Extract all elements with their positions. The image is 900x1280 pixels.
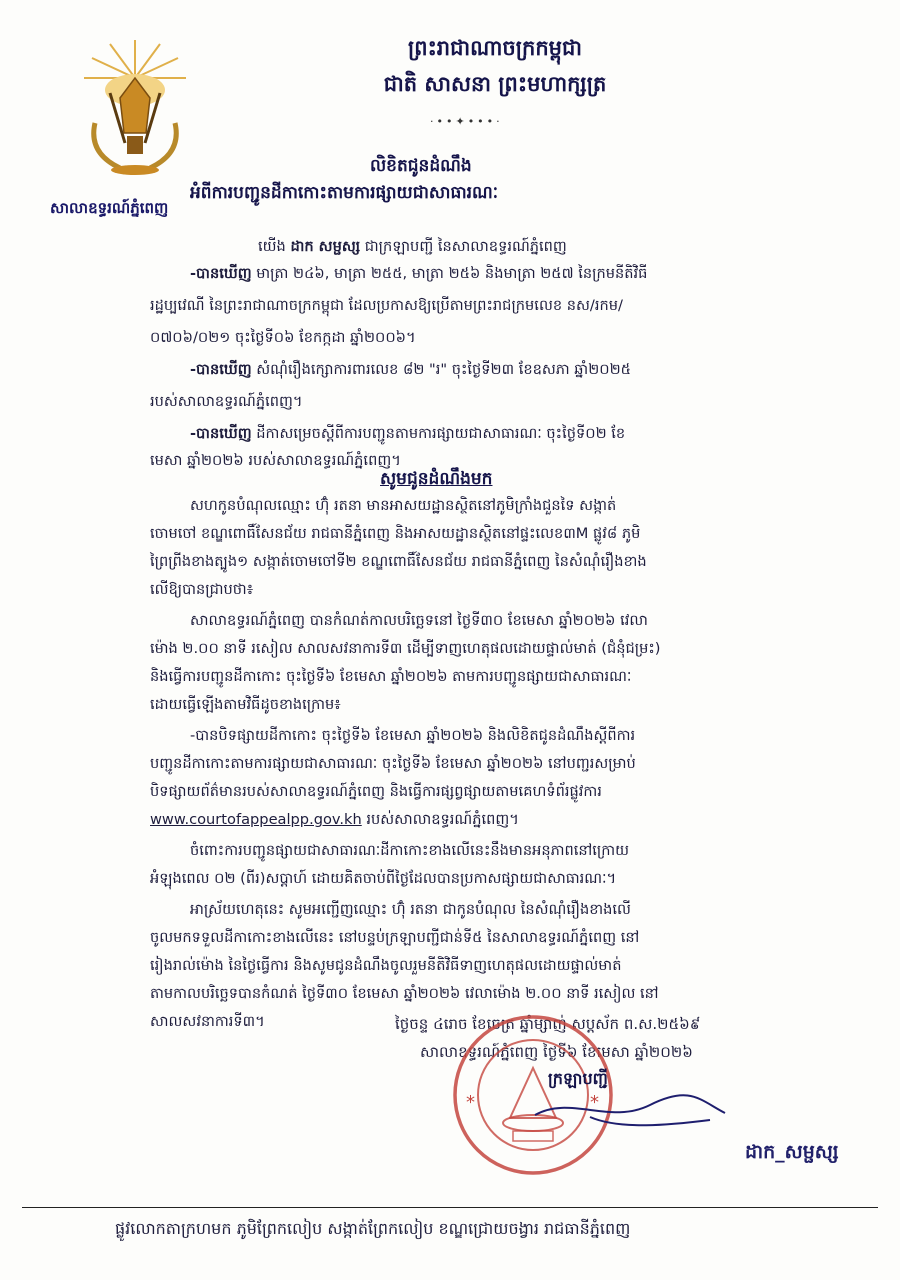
paragraph-2-line-3: និងធ្វើការបញ្ជូនដីកាកោះ ចុះថ្ងៃទី៦ ខែមេសា ឆ្នាំ២០២៦ តាមការបញ្ជូនផ្សាយជាសាធារណៈ <box>150 668 632 685</box>
court-website-link[interactable]: www.courtofappealpp.gov.kh <box>150 811 362 828</box>
consideration-3-line-2: មេសា ឆ្នាំ២០២៦ របស់សាលាឧទ្ធរណ៍ភ្នំពេញ។ <box>150 452 401 469</box>
intro-prefix: យើង <box>258 238 286 255</box>
footer-divider <box>22 1207 878 1208</box>
paragraph-5-line-5: សាលសវនាការទី៣។ <box>150 1013 265 1030</box>
paragraph-4-line-2: អំឡុងពេល ០២ (ពីរ)សប្ដាហ៍ ដោយគិតចាប់ពីថ្ងៃដែលបានប្រកាសផ្សាយជាសាធារណៈ។ <box>150 870 617 887</box>
paragraph-5-line-1: អាស្រ័យហេតុនេះ សូមអញ្ជើញឈ្មោះ ហ៊ុំ រតនា ជាកូនបំណុល នៃសំណុំរឿងខាងលើ <box>190 901 631 918</box>
consideration-text: សំណុំរឿងក្សោការពារលេខ ៨២ "រ" ចុះថ្ងៃទី២៣ ខែឧសភា ឆ្នាំ២០២៥ <box>256 361 631 378</box>
consideration-2-line-1 <box>190 357 631 382</box>
consideration-2-line-2: របស់សាលាឧទ្ធរណ៍ភ្នំពេញ។ <box>150 393 303 410</box>
paragraph-5-line-4: តាមកាលបរិច្ឆេទបានកំណត់ ថ្ងៃទី៣០ ខែមេសា ឆ្នាំ២០២៦ វេលាម៉ោង ២.០០ នាទី រសៀល នៅ <box>150 985 659 1002</box>
solar-date: សាលាឧទ្ធរណ៍ភ្នំពេញ ថ្ងៃទី៦ ខែមេសា ឆ្នាំ២០២៦ <box>420 1043 693 1061</box>
paragraph-3-line-4 <box>150 807 519 832</box>
consideration-text: ដីកាសម្រេចស្ដីពីការបញ្ជូនតាមការផ្សាយជាសាធារណៈ ចុះថ្ងៃទី០២ ខែ <box>256 425 626 442</box>
consideration-1-line-2: រដ្ឋប្បវេណី នៃព្រះរាជាណាចក្រកម្ពុជា ដែលប្រកាសឱ្យប្រើតាមព្រះរាជក្រមលេខ នស/រកម/ <box>150 297 623 314</box>
kingdom-header <box>340 30 650 102</box>
document-subtitle: អំពីការបញ្ជូនដីកាកោះតាមការផ្សាយជាសាធារណៈ <box>190 183 499 203</box>
consideration-3-line-1 <box>190 421 625 446</box>
consideration-text: មាត្រា ២៤៦, មាត្រា ២៥៥, មាត្រា ២៥៦ និងមាត្រា ២៥៧ នៃក្រមនីតិវិធី <box>256 265 648 282</box>
intro-line <box>258 234 567 259</box>
paragraph-5-line-2: ចូលមកទទួលដីកាកោះខាងលើនេះ នៅបន្ទប់ក្រឡាបញ្ជីជាន់ទី៥ នៃសាលាឧទ្ធរណ៍ភ្នំពេញ នៅ <box>150 929 640 946</box>
paragraph-1-line-1: សហកូនបំណុលឈ្មោះ ហ៊ុំ រតនា មានអាសយដ្ឋានស្ថិតនៅភូមិក្រាំងជួនទៃ សង្កាត់ <box>190 497 617 514</box>
svg-text:*: * <box>466 1092 475 1113</box>
consideration-label: -បានឃើញ <box>190 265 252 282</box>
handwritten-signature <box>530 1085 730 1135</box>
paragraph-5-line-3: រៀងរាល់ម៉ោង នៃថ្ងៃធ្វើការ និងសូមជូនដំណឹងចូលរួមនីតិវិធីទាញហេតុផលដោយផ្ទាល់មាត់ <box>150 957 622 974</box>
consideration-1-line-3: ០៧០៦/០២១ ចុះថ្ងៃទី០៦ ខែកក្កដា ឆ្នាំ២០០៦។ <box>150 329 416 346</box>
notice-heading: សូមជូនដំណឹងមក <box>380 469 493 489</box>
court-emblem-logo <box>80 38 190 188</box>
paragraph-2-line-2: ម៉ោង ២.០០ នាទី រសៀល សាលសវនាការទី៣ ដើម្បីទាញហេតុផលដោយផ្ទាល់មាត់ (ជំនុំជម្រះ) <box>150 640 661 657</box>
kingdom-line-1: ព្រះរាជាណាចក្រកម្ពុជា <box>407 35 582 60</box>
paragraph-4-line-1: ចំពោះការបញ្ជូនផ្សាយជាសាធារណៈដីកាកោះខាងលើនេះនឹងមានអនុភាពនៅក្រោយ <box>190 842 630 859</box>
link-suffix: របស់សាលាឧទ្ធរណ៍ភ្នំពេញ។ <box>366 811 519 828</box>
lunar-date: ថ្ងៃចន្ទ ៤រោច ខែចេត្រ ឆ្នាំម្សាញ់ សប្តស័ក ព.ស.២៥៦៩ <box>395 1015 701 1033</box>
header-ornament: ·••✦•••· <box>430 115 503 128</box>
signer-role: ក្រឡាបញ្ជី <box>548 1069 608 1088</box>
clerk-name: ដាក សម្ផស្ស <box>290 238 361 255</box>
paragraph-1-line-3: ព្រៃព្រីងខាងត្បូង១ សង្កាត់ចោមចៅទី២ ខណ្ឌពោធិ៍សែនជ័យ រាជធានីភ្នំពេញ នៃសំណុំរឿងខាង <box>150 553 647 570</box>
document-title: លិខិតជូនដំណឹង <box>370 156 472 176</box>
paragraph-3-line-2: បញ្ជូនដីកាកោះតាមការផ្សាយជាសាធារណៈ ចុះថ្ងៃទី៦ ខែមេសា ឆ្នាំ២០២៦ នៅបញ្ជរសម្រាប់ <box>150 755 636 772</box>
signer-name: ដាក_សម្ផស្ស <box>745 1141 839 1163</box>
consideration-label: -បានឃើញ <box>190 425 252 442</box>
paragraph-1-line-2: ចោមចៅ ខណ្ឌពោធិ៍សែនជ័យ រាជធានីភ្នំពេញ និងអាសយដ្ឋានស្ថិតនៅផ្ទះលេខ៣M ផ្លូវ៨ ភូមិ <box>150 525 641 542</box>
paragraph-3-line-3: បិទផ្សាយព័ត៌មានរបស់សាលាឧទ្ធរណ៍ភ្នំពេញ និងធ្វើការផ្សព្វផ្សាយតាមគេហទំព័រផ្លូវការ <box>150 783 602 800</box>
paragraph-1-line-4: លើឱ្យបានជ្រាបថា៖ <box>150 581 254 598</box>
paragraph-3-line-1: -បានបិទផ្សាយដីកាកោះ ចុះថ្ងៃទី៦ ខែមេសា ឆ្នាំ២០២៦ និងលិខិតជូនដំណឹងស្ដីពីការ <box>190 727 636 744</box>
footer-address: ផ្លូវលោកតាក្រហមក ភូមិព្រែកលៀប សង្កាត់ព្រែកលៀប ខណ្ឌជ្រោយចង្វារ រាជធានីភ្នំពេញ <box>115 1219 631 1238</box>
svg-text:*: * <box>590 1092 599 1113</box>
consideration-1-line-1 <box>190 261 647 286</box>
consideration-label: -បានឃើញ <box>190 361 252 378</box>
intro-rest: ជាក្រឡាបញ្ជី នៃសាលាឧទ្ធរណ៍ភ្នំពេញ <box>364 238 567 255</box>
paragraph-2-line-1: សាលាឧទ្ធរណ៍ភ្នំពេញ បានកំណត់កាលបរិច្ឆេទនៅ ថ្ងៃទី៣០ ខែមេសា ឆ្នាំ២០២៦ វេលា <box>190 612 648 629</box>
kingdom-line-2: ជាតិ សាសនា ព្រះមហាក្សត្រ <box>383 71 607 96</box>
paragraph-2-line-4: ដោយធ្វើឡើងតាមវិធីដូចខាងក្រោម៖ <box>150 696 341 713</box>
court-name-label: សាលាឧទ្ធរណ៍ភ្នំពេញ <box>50 199 169 217</box>
